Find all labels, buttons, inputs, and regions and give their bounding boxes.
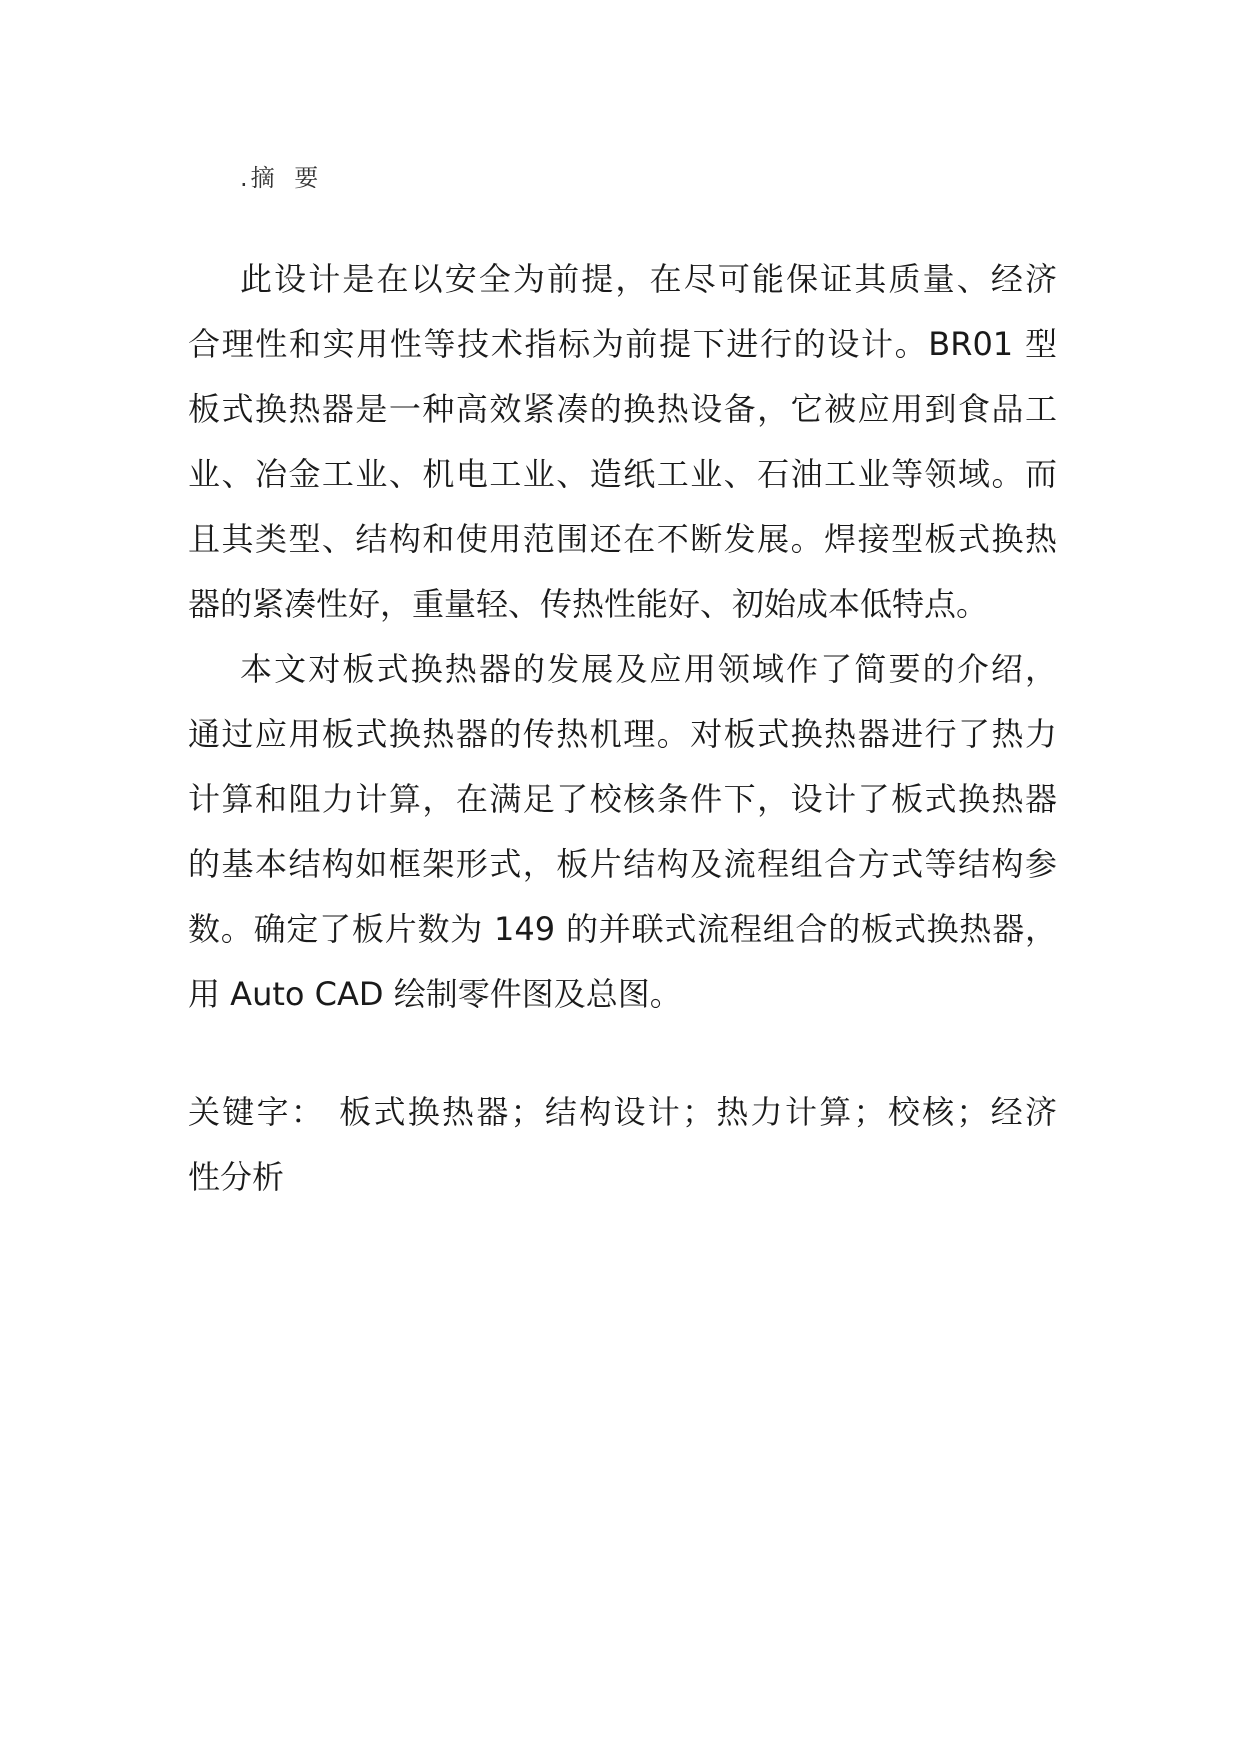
abstract-body: [188, 247, 1057, 1027]
paragraph-line: 板式换热器是一种高效紧凑的换热设备，它被应用到食品工: [188, 390, 1057, 428]
abstract-paragraph-2: [188, 637, 1057, 1027]
paragraph-line: 器的紧凑性好，重量轻、传热性能好、初始成本低特点。: [188, 585, 989, 623]
paragraph-line: 业、冶金工业、机电工业、造纸工业、石油工业等领域。而: [188, 455, 1057, 493]
abstract-heading: .摘 要: [240, 164, 322, 192]
paragraph-line: 且其类型、结构和使用范围还在不断发展。焊接型板式换热: [188, 520, 1057, 558]
paragraph-line: 此设计是在以安全为前提，在尽可能保证其质量、经济: [240, 260, 1057, 298]
abstract-paragraph-1: [188, 247, 1057, 637]
keywords-line: 性分析: [188, 1158, 285, 1196]
keywords-section: [188, 1080, 1057, 1210]
paragraph-line: 本文对板式换热器的发展及应用领域作了简要的介绍，: [240, 650, 1057, 688]
paragraph-line: 用 Auto CAD 绘制零件图及总图。: [188, 975, 682, 1013]
keywords-value: 板式换热器；结构设计；热力计算；校核；经济: [339, 1093, 1057, 1131]
keywords-label: 关键字：: [188, 1093, 326, 1131]
paragraph-line: 数。确定了板片数为 149 的并联式流程组合的板式换热器，: [188, 910, 1057, 948]
paragraph-line: 通过应用板式换热器的传热机理。对板式换热器进行了热力: [188, 715, 1057, 753]
paragraph-line: 计算和阻力计算，在满足了校核条件下，设计了板式换热器: [188, 780, 1057, 818]
paragraph-line: 合理性和实用性等技术指标为前提下进行的设计。BR01 型: [188, 325, 1057, 363]
keywords-line: [188, 1080, 1057, 1145]
paragraph-line: 的基本结构如框架形式，板片结构及流程组合方式等结构参: [188, 845, 1057, 883]
